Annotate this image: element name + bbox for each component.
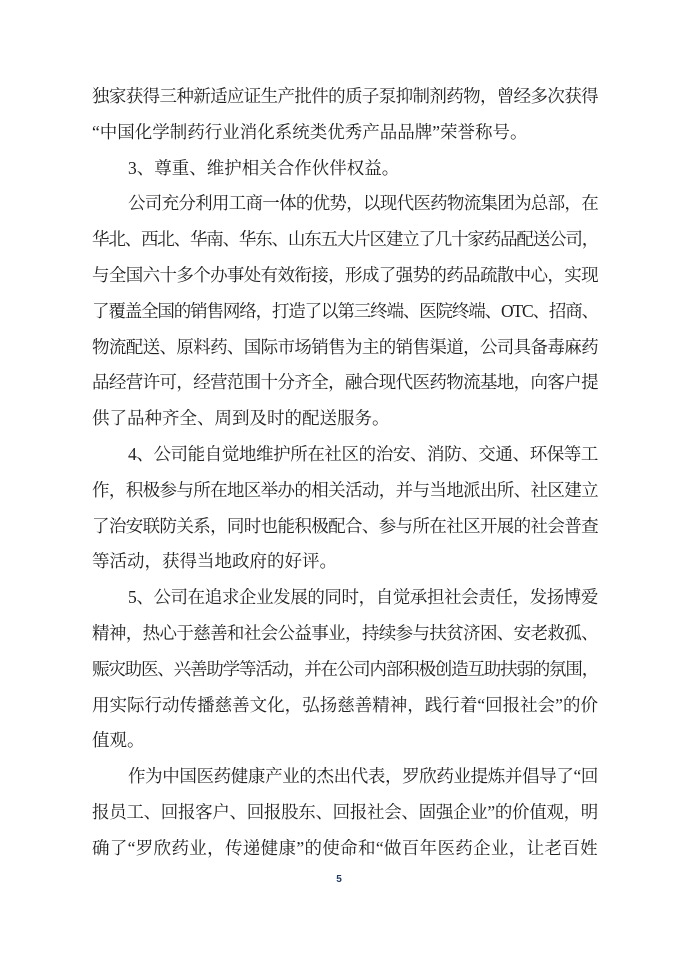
text-line [92,79,598,115]
text-line [92,294,598,330]
text-line-content: 5、公司在追求企业发展的同时，自觉承担社会责任，发扬博爱 [128,587,598,608]
text-line [92,330,598,366]
text-line [92,473,598,509]
text-line-content: 华北、西北、华南、华东、山东五大片区建立了几十家药品配送公司， [92,229,599,250]
text-line-content: 供了品种齐全、周到及时的配送服务。 [92,408,390,429]
text-line [92,759,598,795]
text-line-content: 物流配送、原料药、国际市场销售为主的销售渠道，公司具备毒麻药 [92,336,599,357]
text-line-content: “中国化学制药行业消化系统类优秀产品品牌”荣誉称号。 [92,121,528,142]
text-line [92,688,598,724]
text-line [92,616,598,652]
text-line-content: 确了“罗欣药业，传递健康”的使命和“做百年医药企业，让老百姓 [92,837,598,858]
text-line [92,723,598,759]
text-line-content: 等活动，获得当地政府的好评。 [92,551,337,572]
document-body [92,79,598,867]
text-line-content: 报员工、回报客户、回报股东、回报社会、固强企业”的价值观，明 [92,801,598,822]
text-line [92,258,598,294]
text-line [92,652,598,688]
text-line-content: 了治安联防关系，同时也能积极配合、参与所在社区开展的社会普查 [92,515,599,536]
text-line [92,795,598,831]
text-line-content: 独家获得三种新适应证生产批件的质子泵抑制剂药物，曾经多次获得 [92,86,599,106]
text-line-content: 公司充分利用工商一体的优势，以现代医药物流集团为总部，在 [128,193,599,214]
text-line-content: 作为中国医药健康产业的杰出代表，罗欣药业提炼并倡导了“回 [128,766,598,787]
text-line [92,544,598,580]
text-line [92,151,598,187]
text-line-content: 值观。 [92,730,145,751]
text-line-content: 4、公司能自觉地维护所在社区的治安、消防、交通、环保等工 [128,443,598,464]
text-line-content: 品经营许可，经营范围十分齐全，融合现代医药物流基地，向客户提 [92,372,599,393]
text-line-content: 用实际行动传播慈善文化，弘扬慈善精神，践行着“回报社会”的价 [92,694,598,715]
text-line-content: 作，积极参与所在地区举办的相关活动，并与当地派出所、社区建立 [92,479,599,500]
text-line [92,365,598,401]
text-line-content: 赈灾助医、兴善助学等活动，并在公司内部积极创造互助扶弱的氛围， [92,658,599,679]
text-line [92,222,598,258]
text-line [92,831,598,867]
text-line [92,580,598,616]
text-line-content: 与全国六十多个办事处有效衔接，形成了强势的药品疏散中心，实现 [92,264,599,285]
text-line-content: 精神，热心于慈善和社会公益事业，持续参与扶贫济困、安老救孤、 [92,622,599,643]
text-line [92,509,598,545]
page-number: 5 [336,874,342,885]
text-line [92,186,598,222]
text-line [92,437,598,473]
text-line-content: 了覆盖全国的销售网络，打造了以第三终端、医院终端、OTC、招商、 [92,300,598,321]
text-line-content: 3、尊重、维护相关合作伙伴权益。 [128,157,400,178]
text-line [92,401,598,437]
text-line [92,115,598,151]
